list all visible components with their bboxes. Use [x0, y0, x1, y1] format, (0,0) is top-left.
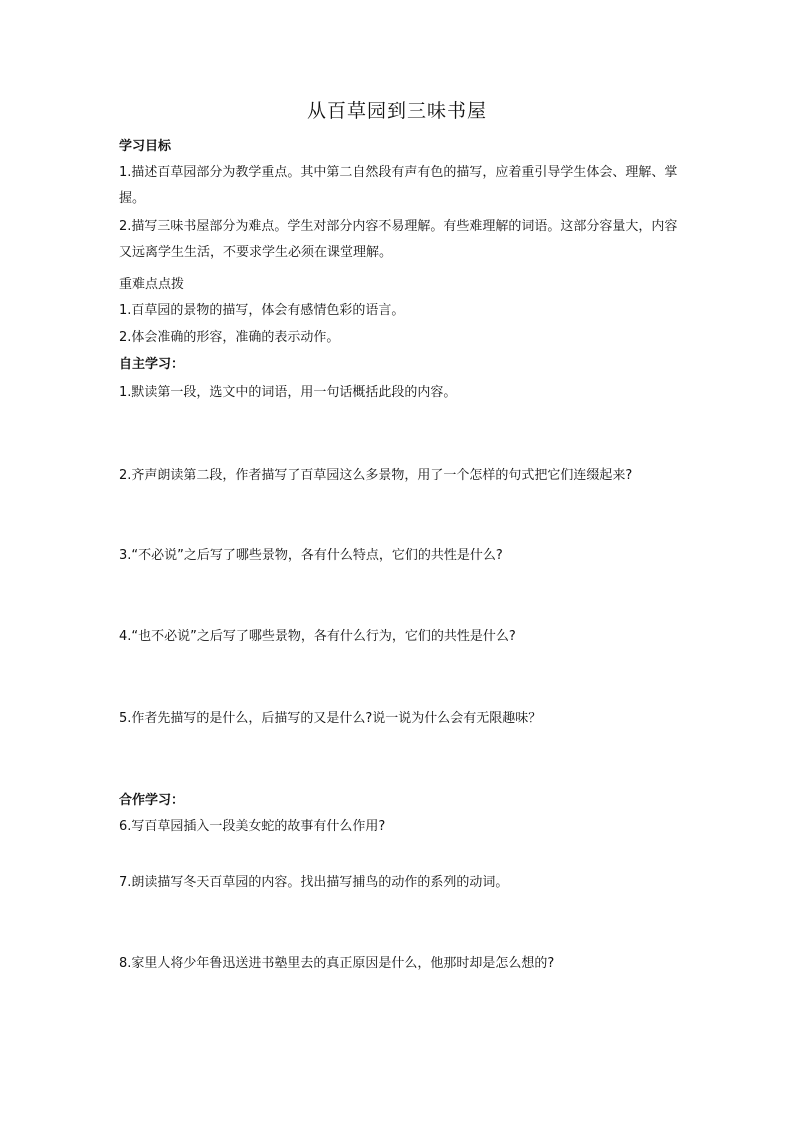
key-point-item: 2.体会准确的形容，准确的表示动作。	[119, 330, 340, 345]
page-title: 从百草园到三味书屋	[306, 100, 487, 122]
question-4: 4.“也不必说”之后写了哪些景物，各有什么行为，它们的共性是什么?	[119, 629, 516, 644]
key-point-item: 1.百草园的景物的描写，体会有感情色彩的语言。	[119, 303, 405, 318]
question-1: 1.默读第一段，选文中的词语，用一句话概括此段的内容。	[119, 385, 457, 400]
objective-item: 2.描写三味书屋部分为难点。学生对部分内容不易理解。有些难理解的词语。这部分容量大，内容又远离学生生活，不要求学生必须在课堂理解。	[119, 219, 678, 260]
self-study-heading: 自主学习：	[119, 357, 185, 372]
key-points-heading: 重难点点拨	[119, 277, 185, 292]
objectives-heading: 学习目标	[119, 139, 172, 154]
cooperative-study-heading: 合作学习：	[119, 793, 185, 808]
question-6: 6.写百草园插入一段美女蛇的故事有什么作用?	[119, 819, 386, 834]
question-8: 8.家里人将少年鲁迅送进书塾里去的真正原因是什么，他那时却是怎么想的?	[119, 956, 555, 971]
question-3: 3.“不必说”之后写了哪些景物，各有什么特点，它们的共性是什么?	[119, 548, 503, 563]
objective-item: 1.描述百草园部分为教学重点。其中第二自然段有声有色的描写，应着重引导学生体会、理解、掌握。	[119, 165, 678, 206]
question-5: 5.作者先描写的是什么，后描写的又是什么?说一说为什么会有无限趣味？	[119, 711, 542, 726]
question-2: 2.齐声朗读第二段，作者描写了百草园这么多景物，用了一个怎样的句式把它们连缀起来?	[119, 468, 633, 483]
question-7: 7.朗读描写冬天百草园的内容。找出描写捕鸟的动作的系列的动词。	[119, 875, 509, 890]
